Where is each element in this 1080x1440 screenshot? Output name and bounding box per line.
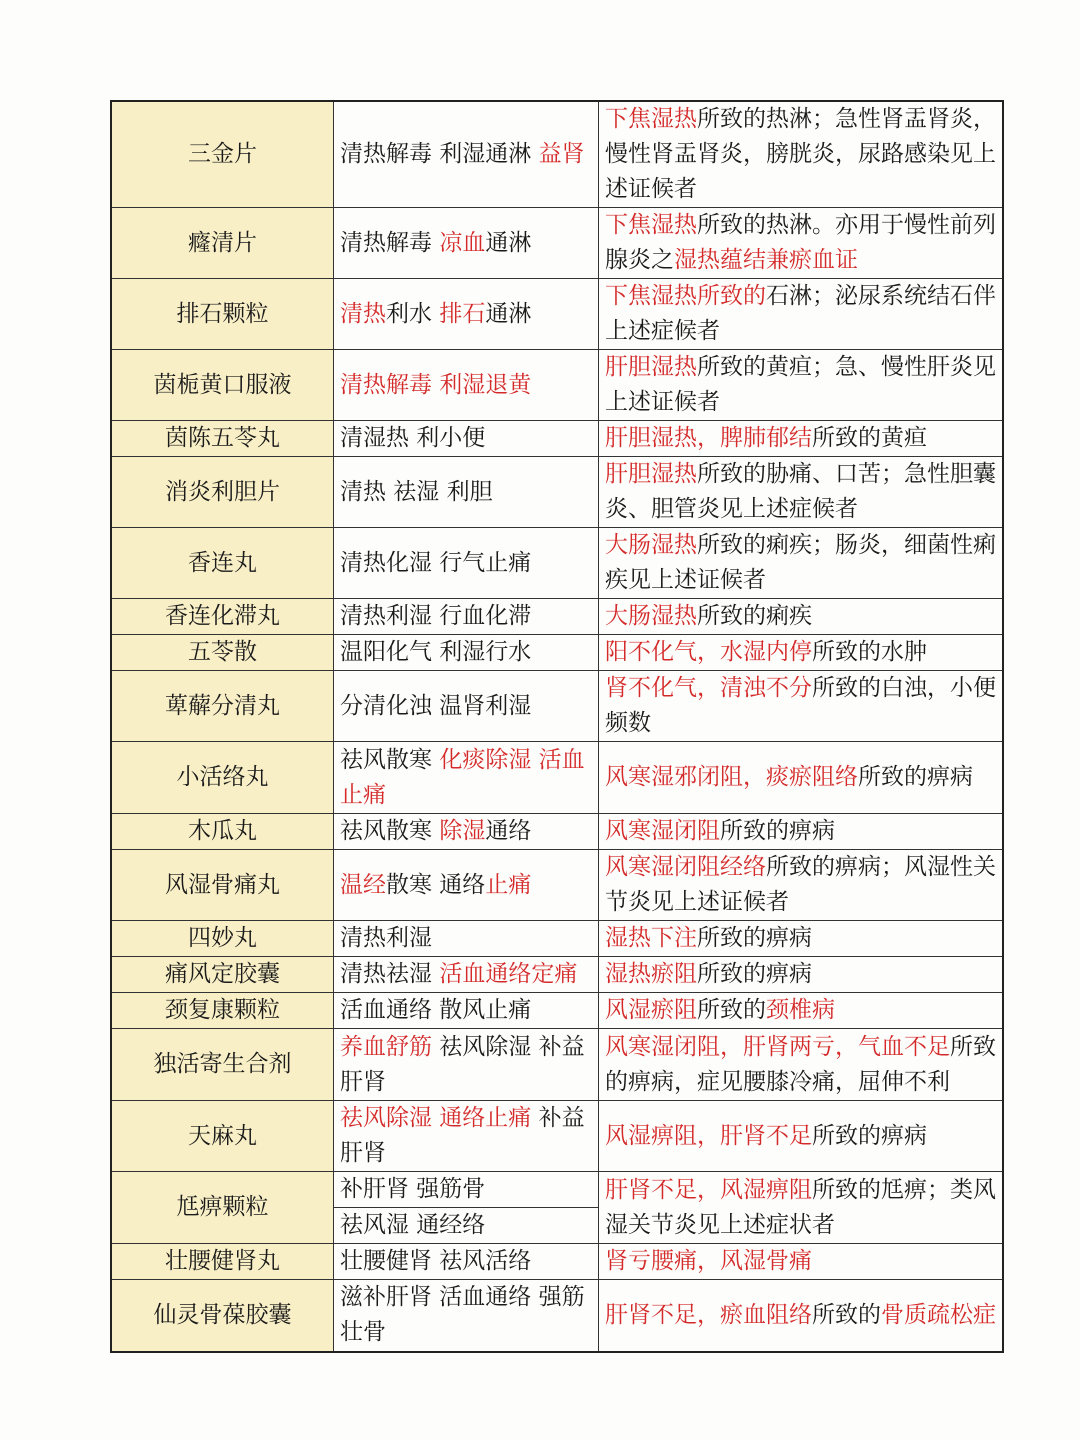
table-row	[111, 101, 1003, 208]
drug-name-cell: 壮腰健肾丸	[111, 1244, 334, 1280]
effect-cell	[334, 957, 599, 993]
highlight-text: 骨质疏松症	[881, 1301, 996, 1328]
drug-name-cell: 消炎利胆片	[111, 457, 334, 528]
table-row	[111, 1280, 1003, 1352]
drug-name-cell: 萆薢分清丸	[111, 671, 334, 742]
drug-name-cell: 独活寄生合剂	[111, 1029, 334, 1101]
plain-text: 所致的白浊，小便频数	[605, 675, 996, 736]
highlight-text: 肝胆湿热，脾肺郁结	[605, 425, 812, 451]
highlight-text: 下焦湿热	[605, 212, 697, 238]
indication-cell	[599, 993, 1004, 1029]
plain-text: 祛风湿 通经络	[340, 1212, 486, 1238]
drug-name-cell: 木瓜丸	[111, 814, 334, 850]
highlight-text: 湿热下注	[605, 925, 697, 951]
plain-text: 清热利湿	[340, 925, 432, 951]
effect-cell	[334, 635, 599, 671]
plain-text: 所致的痢疾；肠炎，细菌性痢疾见上述证候者	[605, 532, 996, 593]
highlight-text: 风寒湿邪闭阻，痰瘀阻络	[605, 764, 858, 790]
indication-cell	[599, 208, 1004, 279]
table-row	[111, 1244, 1003, 1280]
table-row	[111, 814, 1003, 850]
highlight-text: 活血通络定痛	[439, 961, 578, 987]
drug-name-cell: 茵陈五苓丸	[111, 421, 334, 457]
table-row	[111, 1029, 1003, 1101]
indication-cell	[599, 850, 1004, 921]
indication-cell	[599, 1280, 1004, 1352]
plain-text: 祛风散寒	[340, 746, 440, 773]
highlight-text: 风湿痹阻，肝肾不足	[605, 1122, 812, 1149]
drug-name-cell: 风湿骨痛丸	[111, 850, 334, 921]
plain-text: 所致的痹病；风湿性关节炎见上述证候者	[605, 854, 996, 915]
table-row	[111, 850, 1003, 921]
drug-table-container	[110, 100, 996, 1353]
highlight-text: 大肠湿热	[605, 532, 697, 558]
plain-text: 滋补肝肾 活血通络 强筋壮骨	[340, 1284, 585, 1346]
effect-cell	[334, 814, 599, 850]
highlight-text: 颈椎病	[766, 997, 835, 1023]
drug-name-cell: 癃清片	[111, 208, 334, 279]
drug-name-cell: 小活络丸	[111, 742, 334, 814]
table-row	[111, 1101, 1003, 1172]
indication-cell	[599, 421, 1004, 457]
plain-text: 所致的尪痹；类风湿关节炎见上述症状者	[605, 1176, 996, 1238]
highlight-text: 肝肾不足，风湿痹阻	[605, 1176, 812, 1203]
drug-name-cell: 天麻丸	[111, 1101, 334, 1172]
table-row	[111, 1172, 1003, 1208]
highlight-text: 肾亏腰痛，风湿骨痛	[605, 1248, 812, 1274]
plain-text: 清热解毒 利湿通淋	[340, 141, 539, 167]
indication-cell	[599, 528, 1004, 599]
table-row	[111, 421, 1003, 457]
plain-text: 所致的痹病	[697, 925, 812, 951]
indication-cell	[599, 101, 1004, 208]
plain-text: 所致的痹病	[697, 961, 812, 987]
plain-text: 清热解毒	[340, 229, 440, 256]
plain-text: 所致的痹病	[720, 818, 835, 844]
indication-cell	[599, 457, 1004, 528]
drug-name-cell: 香连化滞丸	[111, 599, 334, 635]
plain-text: 清热利湿 行血化滞	[340, 603, 532, 629]
highlight-text: 祛风除湿 通络止痛	[340, 1105, 532, 1131]
table-row	[111, 921, 1003, 957]
plain-text: 活血通络 散风止痛	[340, 997, 532, 1023]
drug-name-cell: 痛风定胶囊	[111, 957, 334, 993]
highlight-text: 凉血	[439, 229, 486, 256]
drug-table	[110, 100, 1004, 1353]
effect-cell	[334, 850, 599, 921]
plain-text: 所致的胁痛、口苦；急性胆囊炎、胆管炎见上述症候者	[605, 461, 996, 522]
plain-text: 清热祛湿	[340, 961, 440, 987]
plain-text: 所致的痢疾	[697, 603, 812, 629]
drug-name-cell: 三金片	[111, 101, 334, 208]
plain-text: 通淋	[485, 229, 532, 256]
effect-cell	[334, 1029, 599, 1101]
indication-cell	[599, 1101, 1004, 1172]
table-row	[111, 279, 1003, 350]
highlight-text: 肝胆湿热	[605, 461, 697, 487]
highlight-text: 清热解毒 利湿退黄	[340, 371, 532, 398]
indication-cell	[599, 1244, 1004, 1280]
plain-text: 祛风除湿 补益肝肾	[340, 1033, 585, 1095]
highlight-text: 肝肾不足，瘀血阻络	[605, 1301, 812, 1328]
highlight-text: 下焦湿热所致的	[605, 283, 766, 309]
plain-text: 所致的痹病	[812, 1122, 927, 1149]
plain-text: 石淋；泌尿系统结石伴上述症候者	[605, 283, 996, 344]
drug-name-cell: 五苓散	[111, 635, 334, 671]
highlight-text: 阳不化气，水湿内停	[605, 639, 812, 665]
drug-name-cell: 仙灵骨葆胶囊	[111, 1280, 334, 1352]
highlight-text: 清热	[340, 300, 386, 327]
effect-cell	[334, 671, 599, 742]
plain-text: 清热化湿 行气止痛	[340, 549, 532, 576]
effect-cell	[334, 599, 599, 635]
drug-name-cell: 排石颗粒	[111, 279, 334, 350]
plain-text: 壮腰健肾 祛风活络	[340, 1248, 532, 1274]
drug-table-body	[111, 101, 1003, 1352]
indication-cell	[599, 1172, 1004, 1244]
plain-text: 祛风散寒	[340, 818, 440, 844]
indication-cell	[599, 957, 1004, 993]
plain-text: 清热 祛湿 利胆	[340, 478, 493, 505]
plain-text: 所致的黄疸；急、慢性肝炎见上述证候者	[605, 354, 996, 415]
table-row	[111, 599, 1003, 635]
plain-text: 补肝肾 强筋骨	[340, 1176, 486, 1202]
plain-text: 所致的热淋；急性肾盂肾炎，慢性肾盂肾炎，膀胱炎，尿路感染见上述证候者	[605, 106, 996, 202]
highlight-text: 排石	[439, 300, 486, 327]
plain-text: 清湿热 利小便	[340, 425, 486, 451]
highlight-text: 风寒湿闭阻经络	[605, 854, 766, 880]
highlight-text: 温经	[340, 871, 386, 898]
effect-cell	[334, 742, 599, 814]
plain-text: 温阳化气 利湿行水	[340, 639, 532, 665]
table-row	[111, 671, 1003, 742]
indication-cell	[599, 671, 1004, 742]
drug-name-cell: 颈复康颗粒	[111, 993, 334, 1029]
plain-text: 所致的热淋。亦用于慢性前列腺炎之	[605, 212, 996, 273]
indication-cell	[599, 599, 1004, 635]
plain-text: 所致的痹病，症见腰膝冷痛，屈伸不利	[605, 1033, 996, 1095]
highlight-text: 风寒湿闭阻	[605, 818, 720, 844]
effect-cell	[334, 421, 599, 457]
indication-cell	[599, 921, 1004, 957]
drug-name-cell: 四妙丸	[111, 921, 334, 957]
drug-name-cell: 茵栀黄口服液	[111, 350, 334, 421]
highlight-text: 化痰除湿 活血止痛	[340, 746, 585, 808]
indication-cell	[599, 635, 1004, 671]
effect-cell	[334, 993, 599, 1029]
plain-text: 补益肝肾	[340, 1105, 585, 1166]
highlight-text: 除湿	[439, 818, 486, 844]
table-row	[111, 457, 1003, 528]
drug-name-cell: 香连丸	[111, 528, 334, 599]
plain-text: 通络	[485, 818, 532, 844]
table-row	[111, 635, 1003, 671]
effect-cell	[334, 1101, 599, 1172]
plain-text: 散寒 通络	[386, 871, 486, 898]
table-row	[111, 350, 1003, 421]
effect-cell	[334, 1172, 599, 1208]
indication-cell	[599, 1029, 1004, 1101]
plain-text: 所致的黄疸	[812, 425, 927, 451]
plain-text: 通淋	[485, 300, 532, 327]
table-row	[111, 957, 1003, 993]
effect-cell	[334, 528, 599, 599]
effect-cell	[334, 1244, 599, 1280]
highlight-text: 止痛	[485, 871, 532, 898]
highlight-text: 肝胆湿热	[605, 354, 697, 380]
highlight-text: 养血舒筋	[340, 1033, 432, 1060]
effect-cell	[334, 208, 599, 279]
effect-cell	[334, 457, 599, 528]
highlight-text: 大肠湿热	[605, 603, 697, 629]
indication-cell	[599, 279, 1004, 350]
table-row	[111, 993, 1003, 1029]
table-row	[111, 528, 1003, 599]
plain-text: 所致的	[812, 1301, 881, 1328]
table-row	[111, 208, 1003, 279]
plain-text: 分清化浊 温肾利湿	[340, 692, 532, 719]
effect-cell	[334, 1208, 599, 1244]
highlight-text: 下焦湿热	[605, 106, 697, 132]
table-row	[111, 742, 1003, 814]
effect-cell	[334, 350, 599, 421]
highlight-text: 风湿瘀阻	[605, 997, 697, 1023]
effect-cell	[334, 921, 599, 957]
highlight-text: 肾不化气，清浊不分	[605, 675, 812, 701]
plain-text: 所致的痹病	[858, 764, 973, 790]
drug-name-cell: 尪痹颗粒	[111, 1172, 334, 1244]
highlight-text: 风寒湿闭阻，肝肾两亏，气血不足	[605, 1033, 950, 1060]
effect-cell	[334, 1280, 599, 1352]
plain-text: 所致的水肿	[812, 639, 927, 665]
effect-cell	[334, 101, 599, 208]
highlight-text: 湿热瘀阻	[605, 961, 697, 987]
plain-text: 利水	[386, 300, 440, 327]
highlight-text: 益肾	[538, 141, 585, 167]
indication-cell	[599, 814, 1004, 850]
plain-text: 所致的	[697, 997, 766, 1023]
highlight-text: 湿热蕴结兼瘀血证	[674, 247, 858, 273]
indication-cell	[599, 350, 1004, 421]
indication-cell	[599, 742, 1004, 814]
effect-cell	[334, 279, 599, 350]
